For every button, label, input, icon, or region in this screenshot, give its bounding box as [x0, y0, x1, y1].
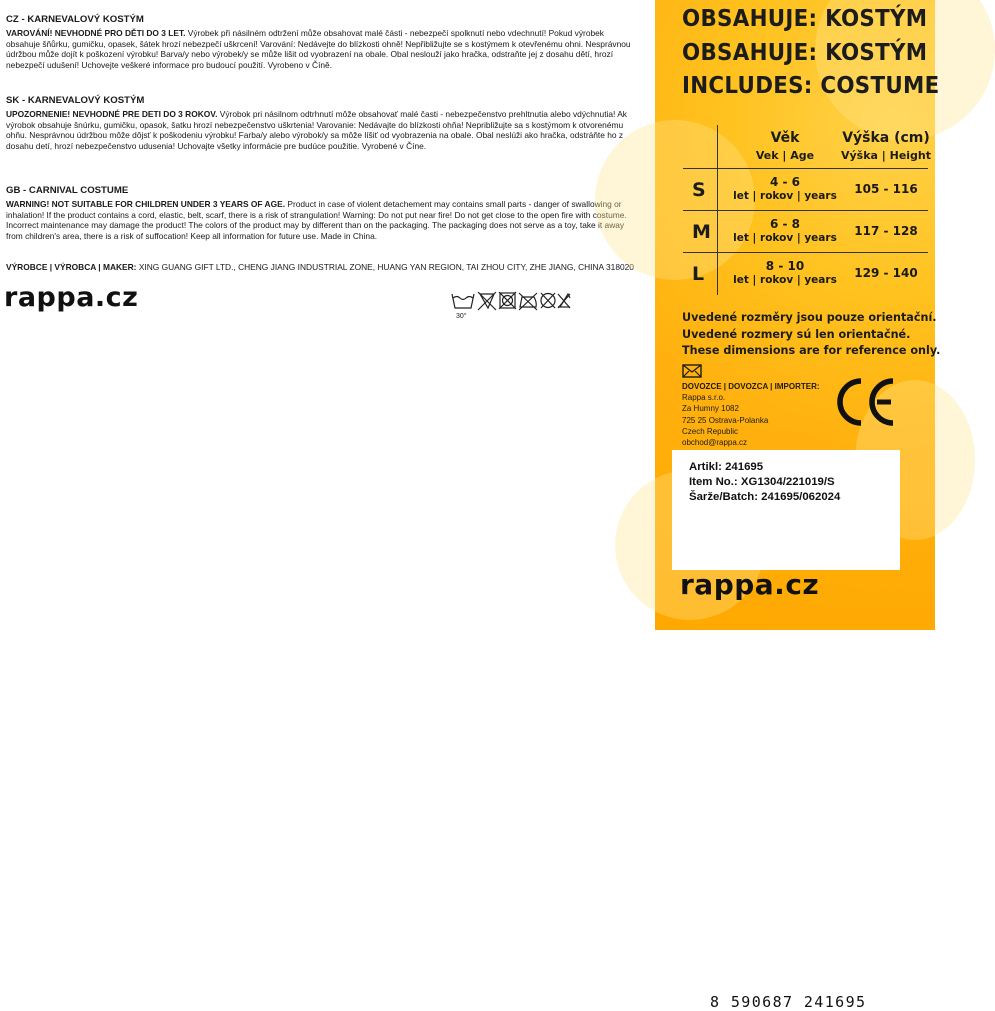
height-subheader: Výška | Height [840, 149, 932, 162]
table-rule [683, 168, 928, 169]
care-symbols [450, 288, 570, 320]
ce-mark-icon [833, 375, 897, 429]
importer-line: Czech Republic [682, 426, 739, 436]
sk-body: Výrobok pri násilnom odtrhnutí môže obsahovať malé časti - nebezpečenstvo prehltnutia alebo vdýchnutia! Ak výrobok obsahuje šnúrku, gumičku, opasok, šatku hrozí nebezpečenstvo uškrtenia! Varovanie: Nedávajte do blízkosti ohňa! Nepribližujte sa s kostýmom k otvorenému ohňu. Nesprávnou údržbou môže dôjsť k poškodeniu výrobku! Farba/y alebo výrobok/y sa môže líšiť od vyobrazenia na obale. Obal neslúži ako hračka, odstráňte ho z dosahu detí, hrozí nebezpečenstvo udusenia! Uchovajte všetky informácie pre budúce použitie. Vyrobené v Číne. [6, 109, 627, 151]
brand-logo: rappa.cz [680, 568, 820, 601]
dims-note-sk: Uvedené rozmery sú len orientačné. [682, 327, 911, 341]
cz-heading: CZ - KARNEVALOVÝ KOSTÝM [6, 14, 144, 25]
no-chlorine-icon [558, 294, 570, 308]
info-panel [655, 0, 941, 1011]
cz-body: Výrobek při násilném odtržení může obsahovat malé části - nebezpečí spolknutí nebo vdechnutí! Pokud výrobek obsahuje šňůrku, gumičku, opasek, šátek hrozí nebezpečí uškrcení! Varování: Nedávejte do blízkosti ohně! Nepřibližujte se s kostýmem k otevřenému ohni. Nesprávnou údržbou může dojít k poškození výrobku! Barva/y nebo výrobek/y se může lišit od vyobrazení na obale. Obal neslouží jako hračka, odstraňte jej z dosahu dětí, hrozí nebezpečí udušení! Uchovejte veškeré informace pro budoucí použití. Vyrobeno v Číně. [6, 28, 631, 70]
batch-number: Šarže/Batch: 241695/062024 [689, 491, 841, 503]
brand-logo: rappa.cz [4, 282, 139, 313]
age-header: Věk [770, 130, 800, 146]
no-iron-icon [519, 293, 537, 310]
dimensions-note [682, 310, 940, 360]
gb-warning: WARNING! NOT SUITABLE FOR CHILDREN UNDER 3 YEARS OF AGE. [6, 199, 286, 209]
sk-warning: UPOZORNENIE! NEVHODNÉ PRE DETI DO 3 ROKOV. [6, 109, 218, 119]
no-tumble-dry-icon [499, 292, 516, 309]
wash-30-icon [452, 294, 474, 320]
sk-section [6, 95, 636, 151]
no-bleach-icon [478, 292, 496, 310]
article-number: Artikl: 241695 [689, 461, 764, 473]
size-label: L [692, 263, 705, 285]
height-range: 105 - 116 [854, 182, 918, 196]
barcode-number: 8 590687 241695 [710, 993, 867, 1011]
age-range: 8 - 10 [765, 259, 805, 273]
cz-text [6, 28, 636, 70]
contains-en: INCLUDES: COSTUME [682, 73, 940, 99]
gb-text [6, 199, 636, 241]
no-dry-clean-icon [541, 293, 555, 308]
envelope-icon [682, 364, 702, 378]
age-range: 6 - 8 [769, 217, 801, 231]
importer-info [682, 381, 820, 448]
importer-line: Za Humny 1082 [682, 404, 739, 414]
importer-label: DOVOZCE | DOVOZCA | IMPORTER: [682, 382, 820, 391]
age-range: 4 - 6 [769, 175, 801, 189]
age-unit: let | rokov | years [733, 274, 837, 286]
height-range: 117 - 128 [854, 224, 918, 238]
age-unit: let | rokov | years [733, 190, 837, 202]
maker-label: VÝROBCE | VÝROBCA | MAKER: [6, 262, 137, 272]
contains-cz: OBSAHUJE: KOSTÝM [682, 6, 928, 32]
age-subheader: Vek | Age [755, 149, 815, 162]
dims-note-cz: Uvedené rozměry jsou pouze orientační. [682, 311, 937, 324]
gb-section [6, 185, 636, 241]
item-number: Item No.: XG1304/221019/S [689, 476, 835, 488]
table-rule [683, 252, 928, 253]
dims-note-en: These dimensions are for reference only. [682, 344, 941, 357]
cz-section [6, 14, 636, 70]
gb-heading: GB - CARNIVAL COSTUME [6, 185, 129, 196]
warning-panel [0, 0, 655, 630]
contains-sk: OBSAHUJE: KOSTÝM [682, 40, 928, 66]
table-rule [683, 210, 928, 211]
maker-value: XING GUANG GIFT LTD., CHENG JIANG INDUSTRIAL ZONE, HUANG YAN REGION, TAI ZHOU CITY, ZHE JIANG, CHINA 318020 [138, 262, 634, 272]
gb-body: Product in case of violent detachement may contains small parts - danger of swallowing or inhalation! If the product contains a cord, elastic, belt, scarf, there is a risk of strangulation! Warning: Do not put near fire! Do not get close to the open fire with costume. Incorrect maintenance may damage the product! The colors of the product may by different than on the packaging. The packaging does not serve as a toy, take it away from children's area, there is a risk of suffocation! Keep all information for future use. Made in China. [6, 199, 627, 241]
size-label: M [692, 221, 711, 243]
age-unit: let | rokov | years [733, 232, 837, 244]
svg-text:30°: 30° [456, 313, 467, 320]
size-label: S [692, 179, 706, 201]
cz-warning: VAROVÁNÍ! NEVHODNÉ PRO DĚTI DO 3 LET. [6, 28, 186, 38]
height-header: Výška (cm) [842, 130, 930, 146]
maker-info [6, 262, 646, 272]
height-range: 129 - 140 [854, 266, 918, 280]
importer-email: obchod@rappa.cz [682, 438, 748, 448]
sk-heading: SK - KARNEVALOVÝ KOSTÝM [6, 95, 145, 106]
importer-line: 725 25 Ostrava-Polanka [682, 415, 769, 425]
importer-line: Rappa s.r.o. [682, 393, 726, 403]
sk-text [6, 109, 636, 151]
